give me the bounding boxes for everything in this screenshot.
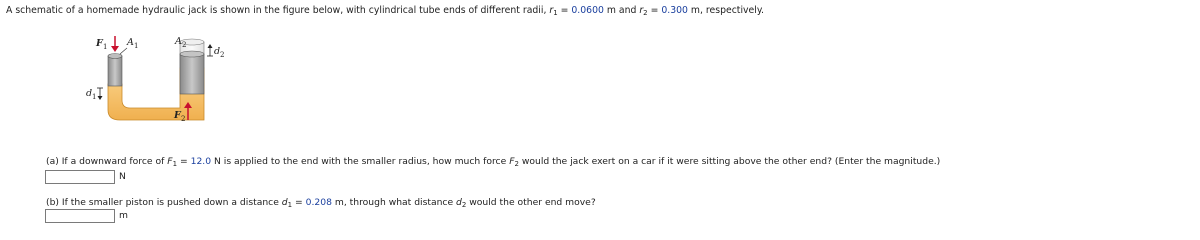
- large-piston: [180, 51, 204, 57]
- part-b-d1-sub: 1: [287, 201, 293, 209]
- a1-label: [126, 37, 138, 50]
- part-a-answer-input[interactable]: [45, 170, 115, 184]
- r2-value: 0.300: [661, 5, 688, 16]
- f1-arrow-head: [111, 46, 119, 52]
- part-b-answer-input[interactable]: [45, 209, 115, 223]
- svg-text:1: 1: [103, 43, 108, 51]
- svg-text:F: F: [174, 110, 181, 121]
- part-a-prefix: (a) If a downward force of: [46, 156, 168, 167]
- part-a-mid: N is applied to the end with the smaller radius, how much force: [211, 156, 510, 167]
- svg-text:A: A: [175, 36, 182, 47]
- part-b-d1-value: 0.208: [305, 197, 332, 208]
- part-a-equals: =: [177, 156, 191, 167]
- part-b-d1-symbol: d: [281, 197, 288, 208]
- large-tube-column: [180, 54, 204, 94]
- r2-unit: m, respectively.: [687, 5, 764, 16]
- part-a-f2-symbol: F: [509, 156, 515, 167]
- svg-text:2: 2: [181, 115, 186, 123]
- part-a-f1-value: 12.0: [190, 156, 212, 167]
- d1-label: [86, 88, 96, 101]
- r1-value: 0.0600: [571, 5, 604, 16]
- part-a-unit: N: [119, 171, 126, 182]
- part-a-suffix: would the jack exert on a car if it were sitting above the other end? (Enter the magnitude.): [518, 156, 941, 167]
- d2-label: [214, 46, 224, 59]
- r2-subscript: 2: [643, 9, 648, 17]
- part-b-question: [46, 197, 596, 208]
- svg-text:1: 1: [134, 42, 139, 50]
- small-tube-column: [108, 56, 122, 86]
- part-a-f2-sub: 2: [514, 160, 519, 168]
- svg-text:d: d: [86, 88, 93, 99]
- svg-text:d: d: [214, 46, 221, 57]
- svg-text:A: A: [127, 37, 134, 48]
- part-b-d2-sub: 2: [461, 201, 467, 209]
- a1-pointer: [120, 48, 127, 54]
- part-a-question: [46, 156, 940, 167]
- r1-subscript: 1: [553, 9, 558, 17]
- intro-text: A schematic of a homemade hydraulic jack is shown in the figure below, with cylindrical tube ends of different radii,: [6, 5, 550, 16]
- f1-label: [95, 38, 107, 51]
- svg-text:F: F: [96, 38, 103, 49]
- part-a-f1-sub: 1: [172, 160, 178, 168]
- part-b-equals: =: [292, 197, 306, 208]
- r1-unit: m and: [603, 5, 640, 16]
- r1-equals: =: [557, 5, 572, 16]
- small-piston: [108, 54, 122, 59]
- svg-text:2: 2: [220, 51, 225, 59]
- r1-symbol: r: [549, 5, 554, 16]
- hydraulic-jack-figure: [80, 28, 240, 128]
- part-b-prefix: (b) If the smaller piston is pushed down a distance: [46, 197, 282, 208]
- part-b-d2-symbol: d: [456, 197, 462, 208]
- svg-text:2: 2: [182, 41, 187, 49]
- r2-symbol: r: [639, 5, 644, 16]
- part-a-f1-symbol: F: [167, 156, 173, 167]
- part-b-suffix: would the other end move?: [466, 197, 596, 208]
- part-b-mid: m, through what distance: [331, 197, 457, 208]
- part-b-unit: m: [119, 210, 128, 221]
- problem-intro: [6, 5, 764, 16]
- svg-text:1: 1: [92, 93, 97, 101]
- r2-equals: =: [647, 5, 662, 16]
